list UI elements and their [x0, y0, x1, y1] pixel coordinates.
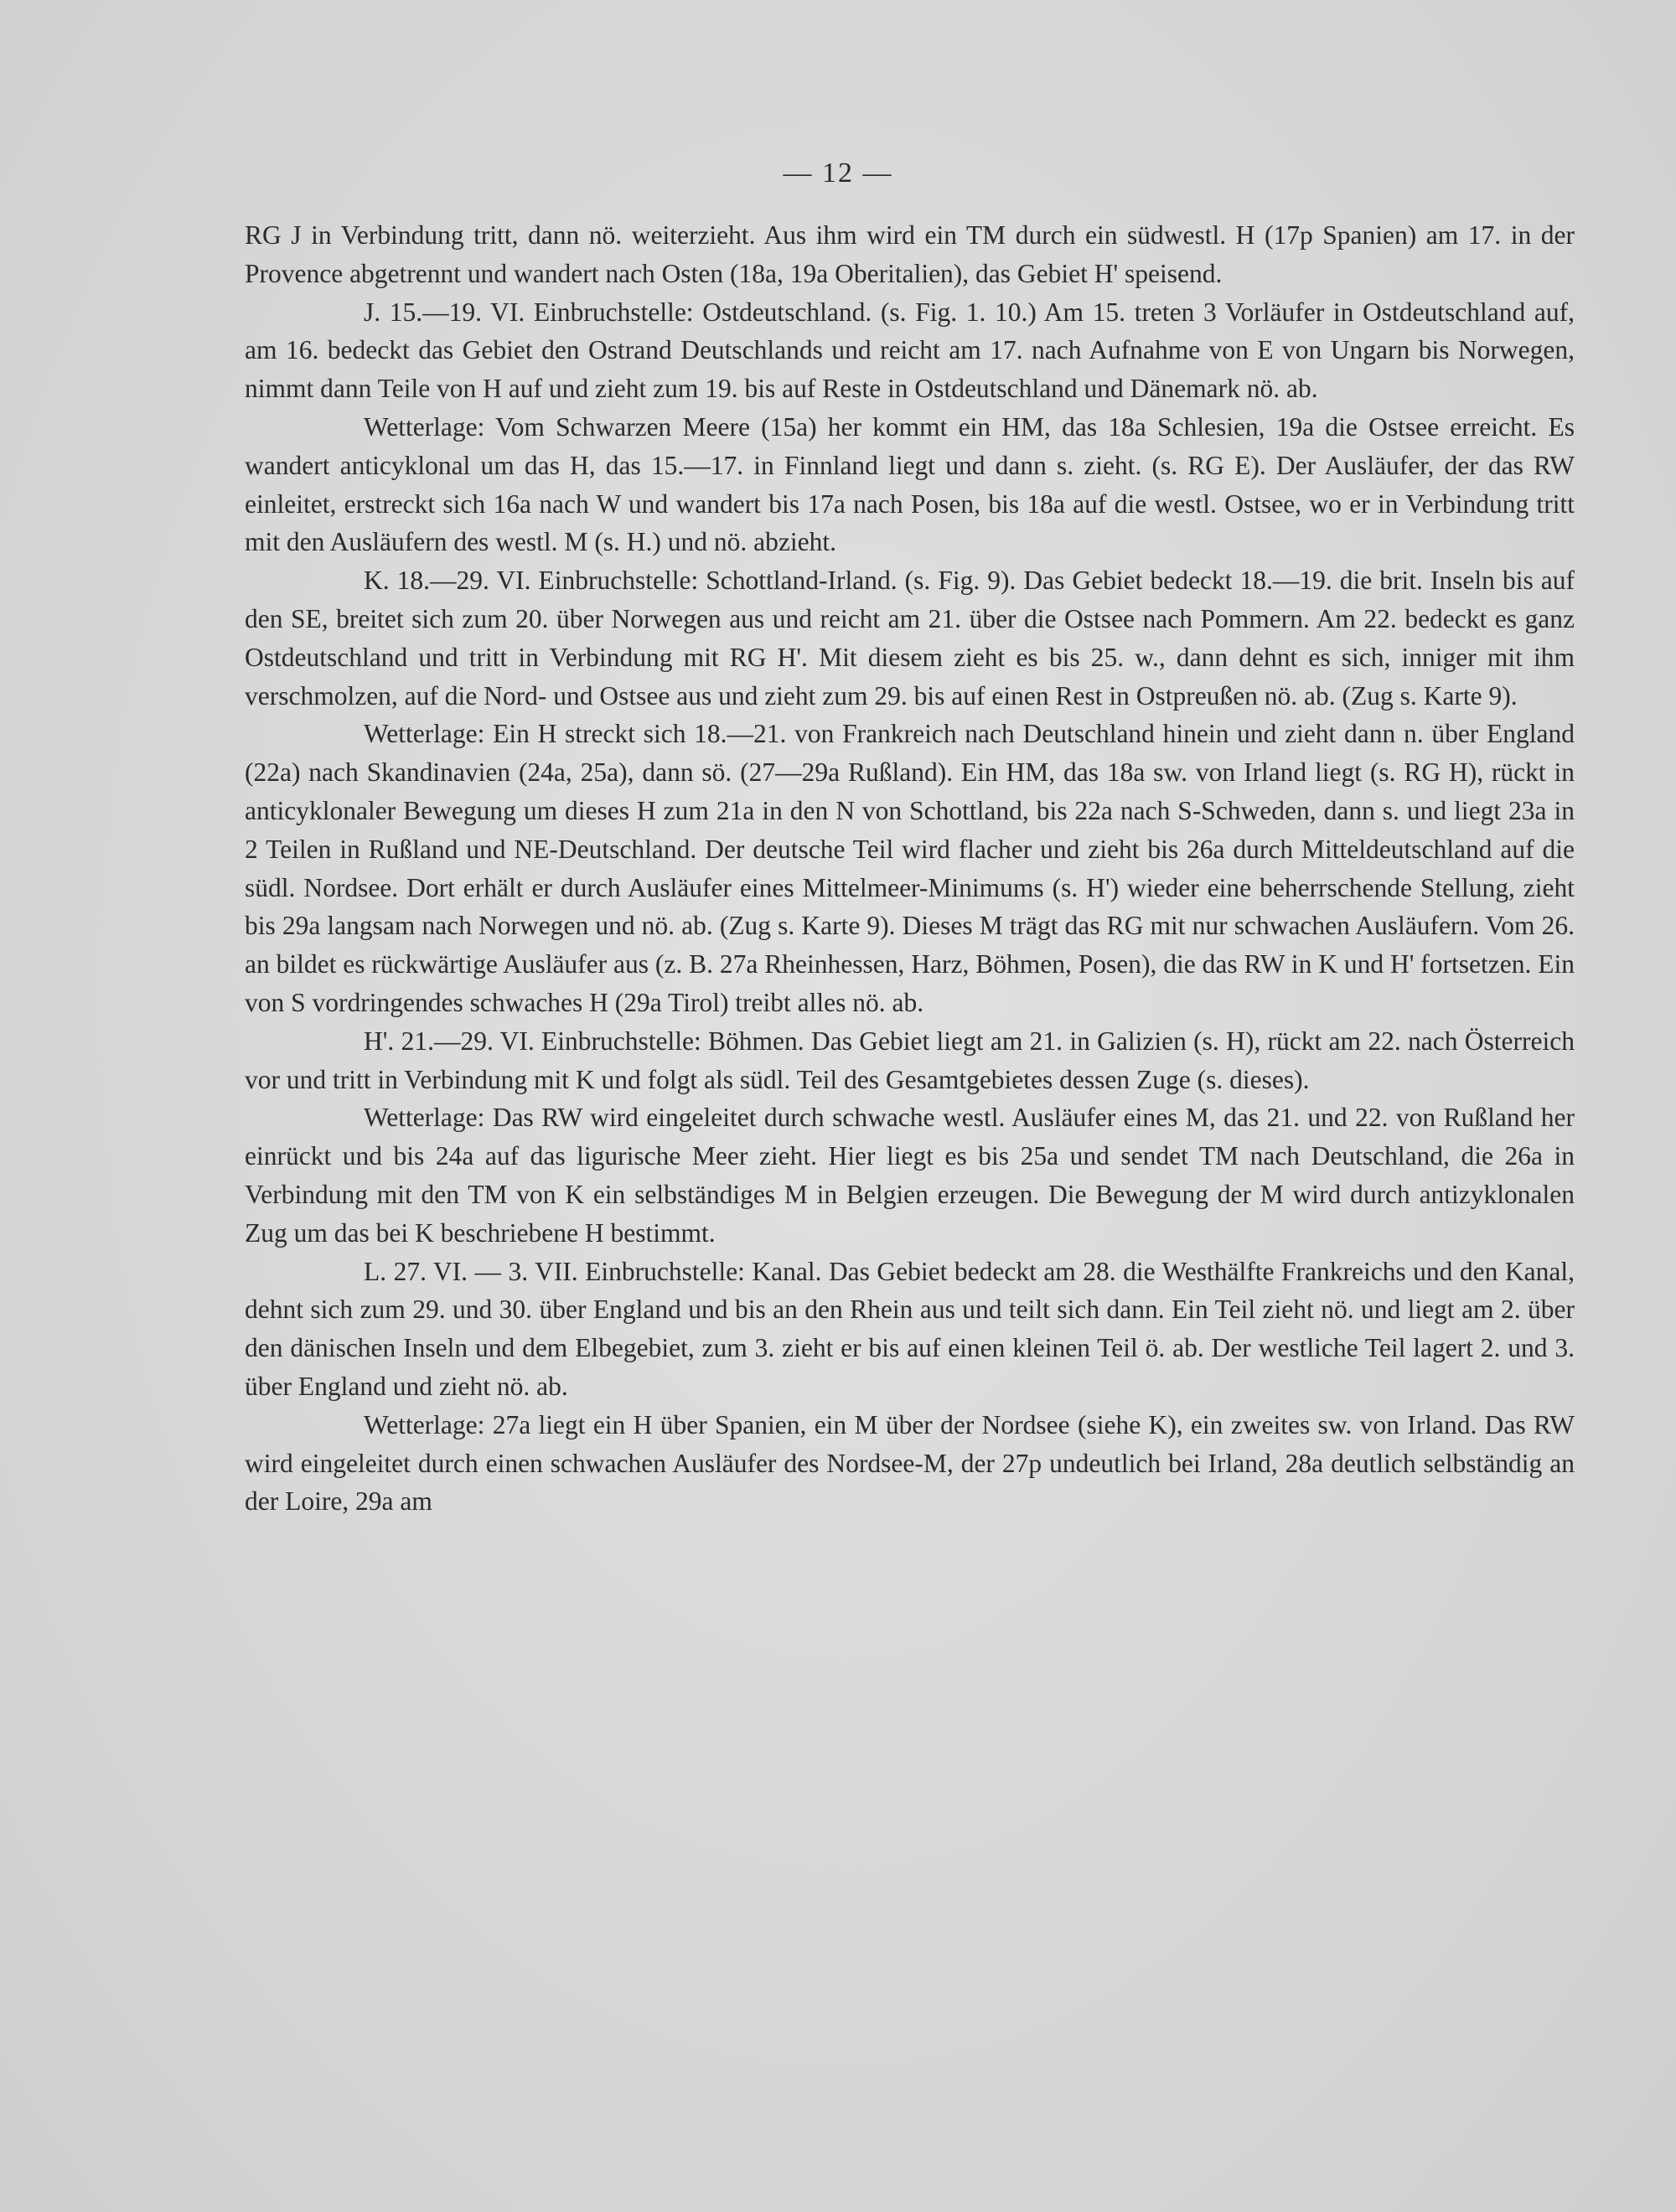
page-number: — 12 —: [783, 158, 893, 189]
paragraph: Wetterlage: 27a liegt ein H über Spanien, ein M über der Nordsee (siehe K), ein zweites sw. von Irland. Das RW wird eingeleitet durch einen schwachen Ausläufer des Nordsee-M, der 27p undeutlich bei Irland, 28a deutlich selbständig an der Loire, 29a am: [245, 1409, 1575, 1517]
paragraph: RG J in Verbindung tritt, dann nö. weiterzieht. Aus ihm wird ein TM durch ein südwestl. H (17p Spanien) am 17. in der Provence abgetrennt und wandert nach Osten (18a, 19a Oberitalien), das Gebiet H' speisend.: [245, 220, 1575, 288]
paragraph: L. 27. VI. — 3. VII. Einbruchstelle: Kanal. Das Gebiet bedeckt am 28. die Westhälfte Frankreichs und den Kanal, dehnt sich zum 29. und 30. über England und bis an den Rhein aus und teilt sich dann. Ein Teil zieht nö. und liegt am 2. über den dänischen Inseln und dem Elbegebiet, zum 3. zieht er bis auf einen kleinen Teil ö. ab. Der westliche Teil lagert 2. und 3. über England und zieht nö. ab.: [245, 1256, 1575, 1401]
paragraph: H'. 21.—29. VI. Einbruchstelle: Böhmen. Das Gebiet liegt am 21. in Galizien (s. H), rückt am 22. nach Österreich vor und tritt in Verbindung mit K und folgt als südl. Teil des Gesamtgebietes dessen Zuge (s. dieses).: [245, 1026, 1575, 1094]
paragraph: J. 15.—19. VI. Einbruchstelle: Ostdeutschland. (s. Fig. 1. 10.) Am 15. treten 3 Vorläufer in Ostdeutschland auf, am 16. bedeckt das Gebiet den Ostrand Deutschlands und reicht am 17. nach Aufnahme von E von Ungarn bis Norwegen, nimmt dann Teile von H auf und zieht zum 19. bis auf Reste in Ostdeutschland und Dänemark nö. ab.: [245, 297, 1575, 404]
body-text: [245, 216, 1575, 1521]
paragraph: Wetterlage: Das RW wird eingeleitet durch schwache westl. Ausläufer eines M, das 21. und 22. von Rußland her einrückt und bis 24a auf das ligurische Meer zieht. Hier liegt es bis 25a und sendet TM nach Deutschland, die 26a in Verbindung mit den TM von K ein selbständiges M in Belgien erzeugen. Die Bewegung der M wird durch antizyklonalen Zug um das bei K beschriebene H bestimmt.: [245, 1103, 1575, 1248]
paragraph: Wetterlage: Vom Schwarzen Meere (15a) her kommt ein HM, das 18a Schlesien, 19a die Ostsee erreicht. Es wandert anticyklonal um das H, das 15.—17. in Finnland liegt und dann s. zieht. (s. RG E). Der Ausläufer, der das RW einleitet, erstreckt sich 16a nach W und wandert bis 17a nach Posen, bis 18a auf die westl. Ostsee, wo er in Verbindung tritt mit den Ausläufern des westl. M (s. H.) und nö. abzieht.: [245, 411, 1575, 557]
paragraph: K. 18.—29. VI. Einbruchstelle: Schottland-Irland. (s. Fig. 9). Das Gebiet bedeckt 18.—19. die brit. Inseln bis auf den SE, breitet sich zum 20. über Norwegen aus und reicht am 21. über die Ostsee nach Pommern. Am 22. bedeckt es ganz Ostdeutschland und tritt in Verbindung mit RG H'. Mit diesem zieht es bis 25. w., dann dehnt es sich, inniger mit ihm verschmolzen, auf die Nord- und Ostsee aus und zieht zum 29. bis auf einen Rest in Ostpreußen nö. ab. (Zug s. Karte 9).: [245, 566, 1575, 711]
paragraph: Wetterlage: Ein H streckt sich 18.—21. von Frankreich nach Deutschland hinein und zieht dann n. über England (22a) nach Skandinavien (24a, 25a), dann sö. (27—29a Rußland). Ein HM, das 18a sw. von Irland liegt (s. RG H), rückt in anticyklonaler Bewegung um dieses H zum 21a in den N von Schottland, bis 22a nach S-Schweden, dann s. und liegt 23a in 2 Teilen in Rußland und NE-Deutschland. Der deutsche Teil wird flacher und zieht bis 26a durch Mitteldeutschland auf die südl. Nordsee. Dort erhält er durch Ausläufer eines Mittelmeer-Minimums (s. H') wieder eine beherrschende Stellung, zieht bis 29a langsam nach Norwegen und nö. ab. (Zug s. Karte 9). Dieses M trägt das RG mit nur schwachen Ausläufern. Vom 26. an bildet es rückwärtige Ausläufer aus (z. B. 27a Rheinhessen, Harz, Böhmen, Posen), die das RW in K und H' fortsetzen. Ein von S vordringendes schwaches H (29a Tirol) treibt alles nö. ab.: [245, 719, 1575, 1017]
